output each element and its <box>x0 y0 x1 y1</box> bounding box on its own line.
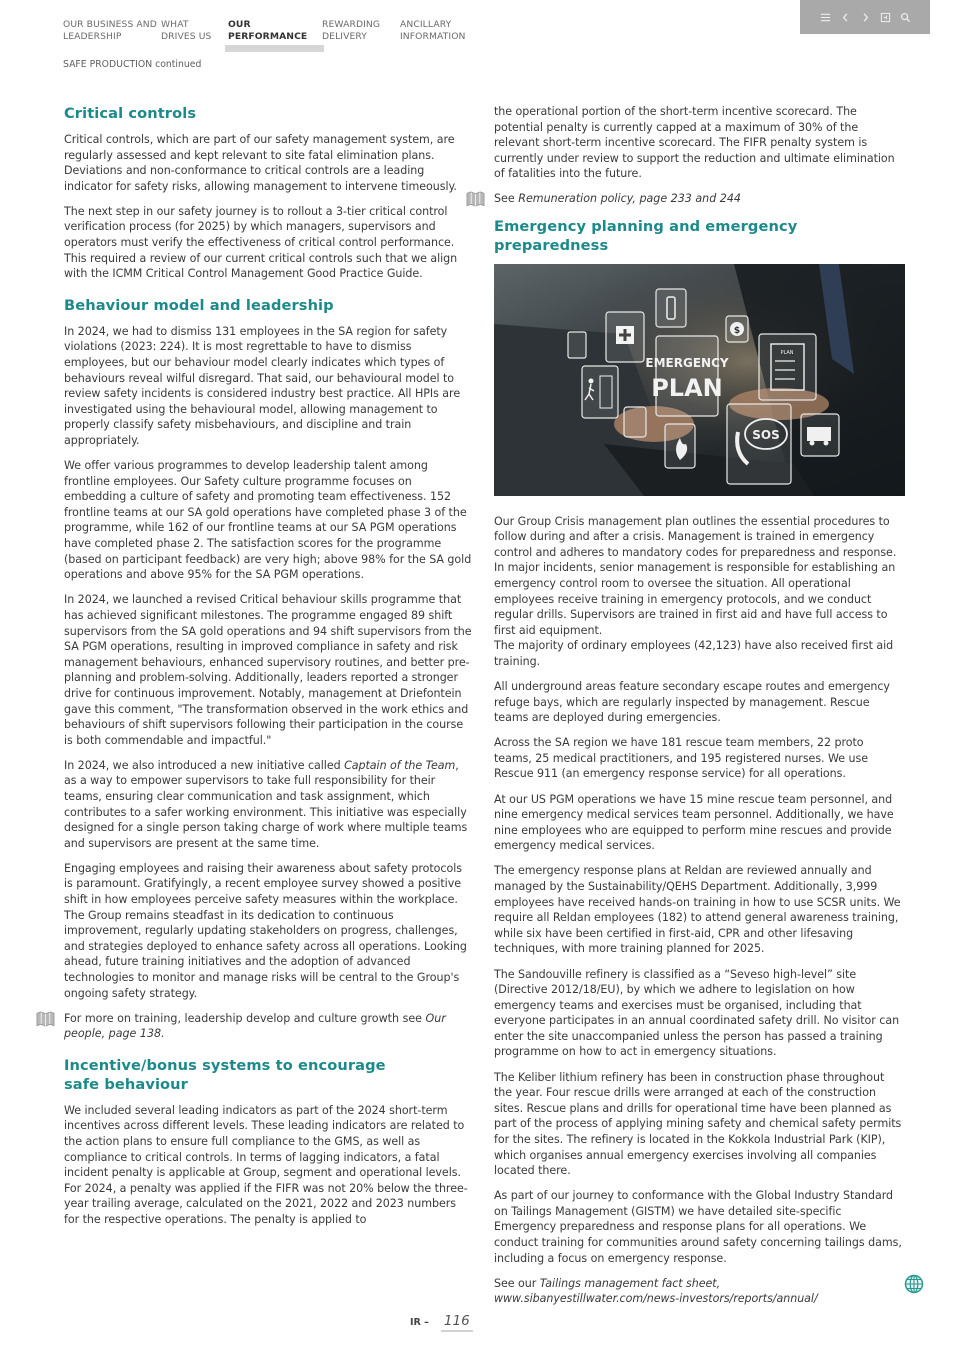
emergency-plan-photo <box>494 264 905 496</box>
text: The majority of ordinary employees (42,123) have also received first aid training. <box>494 639 894 668</box>
text: See <box>494 192 519 206</box>
nav-ancillary-information[interactable] <box>400 19 490 50</box>
heading-critical-controls: Critical controls <box>64 105 197 122</box>
paragraph: As part of our journey to conformance with the Global Industry Standard on Tailings Management (GISTM) we have detailed site-specific Emergency preparedness and response plans for all operations. We conduct training for communities around safety concerning tailings dams, including a focus on emergency response. <box>494 1189 902 1265</box>
paragraph: In 2024, we launched a revised Critical behaviour skills programme that has achieved significant milestones. The programme engaged 89 shift supervisors from the SA gold operations and 94 shift supervisors from the SA PGM operations, resulting in improved compliance in safety and risk management behaviours, enhanced supervisory routines, and better pre-planning and problem-solving. Additionally, leaders reported a stronger drive for continuous improvement. Notably, management at Driefontein gave this comment, "The transformation observed in the work ethics and behaviours of shift supervisors following their participation in the course is both commendable and impactful." <box>64 593 472 747</box>
heading-emergency-planning: Emergency planning and emergency preparedness <box>494 217 798 254</box>
cross-reference-our-people[interactable] <box>64 1011 474 1042</box>
page-number: 116 <box>441 1313 473 1332</box>
document-toolbar <box>800 0 930 34</box>
paragraph: We included several leading indicators as part of the 2024 short-term incentives across different levels. These leading indicators are related to the action plans to ensure full compliance to the GMS, as well as compliance to critical controls. In terms of lagging indicators, a fatal incident penalty is applicable at Group, segment and operational levels. For 2024, a penalty was applied if the FIFR was not 20% below the three-year trailing average, calculated on the 2021, 2022 and 2023 numbers for the respective operations. The penalty is applied to <box>64 1103 468 1227</box>
svg-text:EMERGENCY: EMERGENCY <box>645 355 729 370</box>
svg-text:SOS: SOS <box>752 427 780 442</box>
nav-label-line1: OUR BUSINESS AND <box>63 19 157 30</box>
paragraph: The Sandouville refinery is classified as a “Seveso high-level” site (Directive 2012/18/EU), by which we adhere to legislation on how emergency teams and exercises must be organised, including that everyone participates in an annual coordinated safety drill. No visitor can enter the site unaccompanied unless the person has passed a training programme on how to act in emergency situations. <box>494 967 900 1059</box>
link-text: Our people, page 138. <box>64 1011 446 1041</box>
left-column <box>64 104 474 1237</box>
nav-label-line1: REWARDING <box>322 19 381 30</box>
paragraph: The Keliber lithium refinery has been in construction phase throughout the year. Four rescue drills were arranged at each of the construction sites. Rescue plans and drills for operational time have been planned as part of the process of applying mining safety and chemical safety permits for the sites. The refinery is located in the Kokkola Industrial Park (KIP), which organises annual emergency exercises involving all companies located there. <box>494 1070 902 1178</box>
paragraph: The next step in our safety journey is to rollout a 3-tier critical control verification process (for 2025) by which managers, supervisors and operators must verify the effectiveness of critical control performance. This required a review of our current critical controls such that we align with the ICMM Critical Control Management Good Practice Guide. <box>64 204 458 281</box>
section-breadcrumb: SAFE PRODUCTION continued <box>63 59 202 70</box>
report-section-nav <box>63 19 490 50</box>
svg-text:$: $ <box>733 325 741 336</box>
paragraph <box>64 758 474 852</box>
nav-label-line1: ANCILLARY <box>400 19 452 30</box>
next-page-icon[interactable] <box>859 11 872 24</box>
heading-behaviour-model: Behaviour model and leadership <box>64 296 334 314</box>
paragraph: Across the SA region we have 181 rescue team members, 22 proto teams, 25 medical practitioners, and 195 registered nurses. We use Rescue 911 (an emergency response service) for all operations. <box>494 736 869 781</box>
cross-reference-remuneration[interactable] <box>494 191 904 207</box>
nav-our-business-and-leadership[interactable] <box>63 19 161 50</box>
heading-incentive-bonus: Incentive/bonus systems to encourage safe behaviour <box>64 1056 386 1093</box>
paragraph: Critical controls, which are part of our safety management system, are regularly assessed and kept relevant to site fatal elimination plans. Deviations and non-conformance to critical controls are a leading indicator for safety risks, allowing management to intervene timeously. <box>64 133 457 193</box>
right-column <box>494 104 904 1316</box>
page-footer <box>410 1313 473 1332</box>
book-icon <box>466 190 485 208</box>
text: Our Group Crisis management plan outlines the essential procedures to follow during and after a crisis. Management is trained in emergency control and adheres to mandatory codes for preparedness and response. In major incidents, senior management is responsible for establishing an emergency control room to oversee the situation. All operational employees receive training in emergency protocols, and we conduct regular drills. Supervisors are trained in first aid and have full access to first aid equipment. <box>494 514 897 637</box>
nav-label-line2: DELIVERY <box>322 30 368 42</box>
previous-page-icon[interactable] <box>839 11 852 24</box>
paragraph: At our US PGM operations we have 15 mine rescue team personnel, and nine emergency medical services team personnel. Additionally, we have nine employees who are equipped to perform mine rescues and provide emergency medical services. <box>494 792 894 853</box>
paragraph <box>494 514 904 670</box>
svg-text:PLAN: PLAN <box>780 349 794 356</box>
nav-label-line2: LEADERSHIP <box>63 30 122 42</box>
text: For more on training, leadership develop and culture growth see <box>64 1011 426 1025</box>
nav-label-line2: PERFORMANCE <box>228 30 308 42</box>
paragraph: Engaging employees and raising their awareness about safety protocols is paramount. Gratifyingly, a recent employee survey showed a positive shift in how employees perceive safety measures within the workplace. The Group remains steadfast in its dedication to continuous improvement, regularly updating stakeholders on progress, challenges, and strategies deployed to enhance safety across all operations. Looking ahead, future training initiatives and the adoption of advanced technologies to monitor and manage risks will be central to the Group's ongoing safety strategy. <box>64 861 467 1000</box>
text: See our <box>494 1276 540 1290</box>
link-text: Remuneration policy, page 233 and 244 <box>518 192 741 206</box>
paragraph: In 2024, we had to dismiss 131 employees in the SA region for safety violations (2023: 224). It is most regrettable to have to dismiss employees, but our behaviour model clearly indicates which types of behaviours reveal wilful disregard. That said, our behavioural model to review safety incidents is considered industry best practice. All HPIs are investigated using the behavioural model, allowing management to properly classify safety misbehaviours, and discipline and train appropriately. <box>64 324 461 447</box>
nav-label-line2: DRIVES US <box>161 30 212 42</box>
nav-label-line2: INFORMATION <box>400 30 466 42</box>
svg-text:PLAN: PLAN <box>651 373 723 402</box>
book-icon <box>36 1010 55 1028</box>
nav-rewarding-delivery[interactable] <box>322 19 400 50</box>
nav-label-line1: WHAT <box>161 19 189 30</box>
paragraph: the operational portion of the short-term incentive scorecard. The potential penalty is currently capped at a maximum of 30% of the relevant short-term incentive scorecard. The FIFR penalty system is currently under review to support the reduction and ultimate elimination of fatalities into the future. <box>494 105 895 181</box>
text: In 2024, we also introduced a new initiative called <box>64 758 345 772</box>
menu-icon[interactable] <box>819 11 832 24</box>
nav-what-drives-us[interactable] <box>161 19 228 50</box>
initiative-name: Captain of the Team <box>344 758 456 772</box>
paragraph: The emergency response plans at Reldan are reviewed annually and managed by the Sustainability/QEHS Department. Additionally, 3,999 employees have received hands-on training in how to use SCSR units. We require all Reldan employees (182) to attend general awareness training, while six have been certified in first-aid, CPR and other lifesaving techniques, with more training planned for 2025. <box>494 864 901 956</box>
nav-our-performance[interactable] <box>228 19 322 50</box>
paragraph: We offer various programmes to develop leadership talent among frontline employees. Our Safety culture programme focuses on embedding a culture of safety and promoting team effectiveness. 152 frontline teams at our SA gold operations have completed phase 3 of the programme, while 162 of our frontline teams at our SA PGM operations have completed phase 2. The satisfaction scores for the programme (based on participant feedback) are very high; above 98% for the SA gold operations and above 95% for the SA PGM operations. <box>64 459 472 582</box>
search-icon[interactable] <box>899 11 912 24</box>
link-text: Tailings management fact sheet, <box>539 1276 721 1290</box>
report-abbreviation: IR – <box>410 1317 429 1328</box>
globe-icon[interactable] <box>904 1274 924 1294</box>
text: , as a way to empower supervisors to take full responsibility for their teams, ensuring clear communication and task assignment, which contributes to a safer working environment. This initiative was especially designed for a single person taking charge of work where multiple teams and supervisors are present at the same time. <box>64 758 468 850</box>
paragraph: All underground areas feature secondary escape routes and emergency refuge bays, which are regularly inspected by management. Rescue teams are deployed during emergencies. <box>494 680 890 725</box>
nav-label-line1: OUR <box>228 19 251 30</box>
tailings-reference[interactable] <box>494 1276 904 1307</box>
back-icon[interactable] <box>879 11 892 24</box>
website-link[interactable]: www.sibanyestillwater.com/news-investors/reports/annual/ <box>494 1292 818 1306</box>
